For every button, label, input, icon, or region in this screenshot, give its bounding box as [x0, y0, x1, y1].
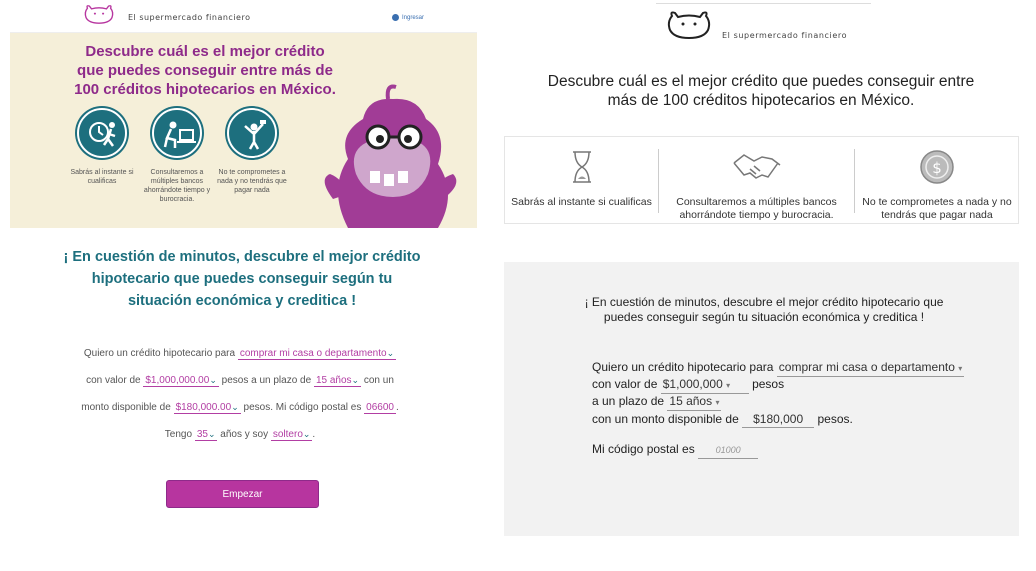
form-text: con un [363, 375, 394, 386]
form-text: . [312, 429, 316, 440]
age-select[interactable] [195, 429, 218, 441]
term-select[interactable] [314, 375, 361, 387]
feature-banks [140, 108, 214, 204]
svg-text:$: $ [932, 159, 942, 177]
form-text: pesos. [817, 412, 853, 426]
chevron-down-icon: ⌄ [231, 402, 239, 412]
feature-free-text: No te comprometes a nada y no tendrás que pagar nada [862, 196, 1012, 221]
available-value: $180,000.00 [175, 402, 232, 413]
purpose-select[interactable] [777, 360, 964, 377]
left-mockup [0, 0, 480, 571]
term-select[interactable] [667, 394, 721, 411]
purpose-select[interactable] [238, 348, 396, 360]
login-label: Ingresar [402, 15, 425, 22]
form-text: pesos [752, 377, 785, 391]
zip-input[interactable]: 06600 [366, 402, 394, 413]
feature-instant [505, 137, 658, 225]
form-line-1 [20, 340, 460, 367]
form-text: Mi código postal es [592, 442, 695, 456]
form-text: con un monto disponible de [592, 412, 739, 426]
hippo-logo-icon[interactable] [82, 4, 116, 26]
chevron-down-icon: ⌄ [386, 348, 395, 358]
right-question: ¡ En cuestión de minutos, descubre el mejor crédito hipotecario que puedes conseguir según tu situación económica y creditica ! [584, 295, 944, 324]
laptop-person-icon [154, 110, 204, 160]
right-title: Descubre cuál es el mejor crédito que puedes conseguir entre más de 100 créditos hipotecarios en México. [547, 73, 975, 109]
left-question: ¡ En cuestión de minutos, descubre el mejor crédito hipotecario que puedes conseguir según tu situación económica y creditica ! [63, 249, 421, 309]
chevron-down-icon: ⌄ [302, 429, 311, 439]
feature-instant-text: Sabrás al instante si cualificas [70, 169, 134, 185]
coin-icon [919, 149, 955, 185]
feature-free-text: No te comprometes a nada y no tendrás que pagar nada [217, 169, 287, 194]
form-text: pesos a un plazo de [221, 375, 312, 386]
top-divider [656, 3, 871, 4]
chevron-down-icon: ▾ [715, 398, 720, 407]
form-line-3 [20, 394, 460, 421]
form-text: monto disponible de [81, 402, 171, 413]
form-text: con valor de [86, 375, 141, 386]
right-features [504, 136, 1019, 224]
form-text: a un plazo de [592, 394, 665, 408]
available-select[interactable] [174, 402, 241, 414]
value-select[interactable] [661, 377, 749, 394]
left-header [10, 0, 477, 33]
handshake-icon [732, 149, 782, 185]
form-text: con valor de [592, 377, 658, 391]
hero-title: Descubre cuál es el mejor crédito que puedes conseguir entre más de 100 créditos hipotecarios en México. [74, 43, 336, 98]
form-line-2 [20, 367, 460, 394]
form-text: Quiero un crédito hipotecario para [592, 360, 774, 374]
form-line-5 [592, 442, 964, 459]
zip-input[interactable] [698, 442, 758, 459]
hourglass-icon [567, 149, 597, 185]
chevron-down-icon: ⌄ [351, 375, 360, 385]
start-button[interactable]: Empezar [166, 480, 319, 508]
feature-free [855, 137, 1019, 225]
value-select[interactable] [143, 375, 219, 387]
right-form [592, 360, 964, 459]
value-value: $1,000,000 [662, 377, 723, 391]
form-text: Quiero un crédito hipotecario para [83, 348, 236, 359]
chevron-down-icon: ⌄ [207, 429, 216, 439]
login-link[interactable] [392, 14, 424, 21]
hero-banner [10, 33, 477, 228]
celebrating-person-icon [229, 110, 279, 160]
brand-tagline: El supermercado financiero [128, 13, 251, 22]
zip-placeholder: 01000 [715, 445, 741, 455]
chevron-down-icon: ▾ [726, 381, 731, 390]
value-value: $1,000,000.00 [145, 375, 210, 386]
feature-banks-text: Consultaremos a múltiples bancos ahorrándote tiempo y burocracia. [676, 196, 837, 221]
feature-instant-text: Sabrás al instante si cualificas [511, 196, 652, 208]
form-text: . [395, 402, 399, 413]
clock-runner-icon [79, 110, 129, 160]
age-value: 35 [196, 429, 208, 440]
feature-banks-text: Consultaremos a múltiples bancos ahorrándote tiempo y burocracia. [143, 169, 211, 203]
status-value: soltero [272, 429, 303, 440]
feature-instant [65, 108, 139, 186]
right-mockup [496, 0, 1036, 571]
form-text: años y soy [220, 429, 269, 440]
chevron-down-icon: ▾ [958, 364, 963, 373]
term-value: 15 años [669, 394, 713, 408]
chevron-down-icon: ⌄ [209, 375, 217, 385]
feature-banks [659, 137, 854, 225]
available-input[interactable]: $180,000 [742, 412, 814, 428]
form-line-1 [592, 360, 964, 377]
form-line-2 [592, 377, 964, 394]
purpose-value: comprar mi casa o departamento [239, 348, 387, 359]
term-value: 15 años [315, 375, 352, 386]
feature-free [215, 108, 289, 195]
left-form [20, 340, 460, 448]
form-text: pesos. Mi código postal es [243, 402, 362, 413]
purpose-value: comprar mi casa o departamento [778, 360, 955, 374]
hippo-mascot-illustration [308, 79, 477, 228]
user-icon [392, 14, 399, 21]
right-form-panel [504, 262, 1019, 536]
brand-tagline: El supermercado financiero [722, 31, 848, 40]
form-line-4 [20, 421, 460, 448]
hippo-logo-icon[interactable] [664, 10, 714, 42]
form-text: Tengo [164, 429, 193, 440]
form-line-3 [592, 394, 964, 411]
form-line-4 [592, 412, 964, 428]
status-select[interactable] [271, 429, 316, 441]
